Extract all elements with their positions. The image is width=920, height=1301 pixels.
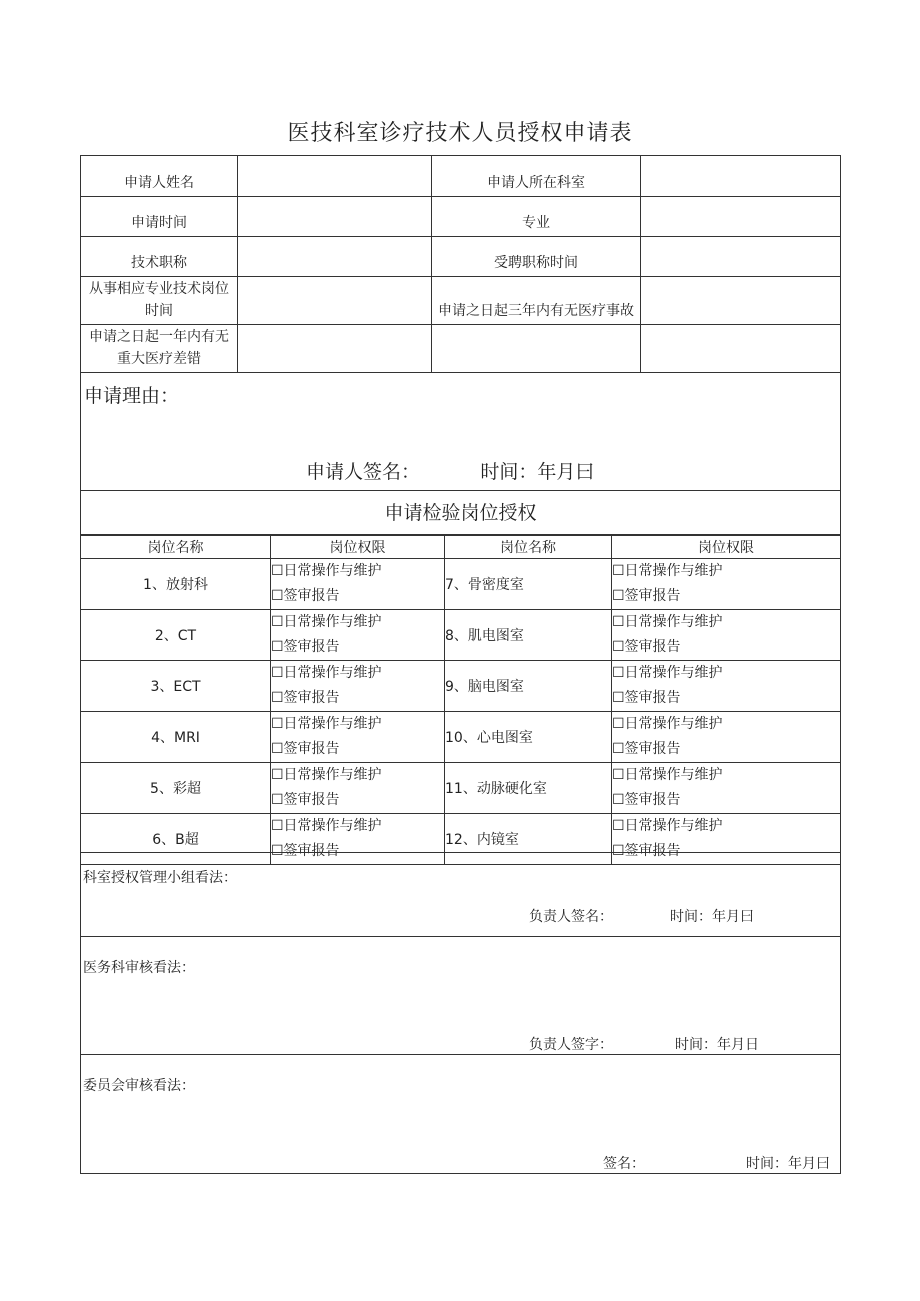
dept-field[interactable] [641, 156, 841, 197]
committee-opinion-label: 委员会审核看法： [83, 1078, 195, 1094]
tech-title-label: 技术职称 [81, 237, 238, 277]
no-error-field-3[interactable] [641, 325, 841, 373]
no-error-field-2[interactable] [432, 325, 641, 373]
committee-sign-label: 签名： [603, 1156, 645, 1172]
perm-operate-checkbox[interactable]: ☐日常操作与维护 [612, 818, 723, 834]
medical-sign-label: 负责人签字： [529, 1037, 613, 1053]
applicant-info-table [80, 155, 841, 536]
post-perms [271, 763, 445, 814]
table-row [81, 610, 841, 661]
reason-signature [306, 461, 594, 483]
medical-opinion-box[interactable] [81, 937, 841, 1055]
post-name: 7、骨密度室 [445, 559, 612, 610]
major-label: 专业 [432, 197, 641, 237]
opinions-table [80, 852, 841, 1174]
table-row [81, 559, 841, 610]
no-accident-label: 申请之日起三年内有无医疗事故 [432, 277, 641, 325]
col-post-name-1: 岗位名称 [81, 535, 271, 559]
dept-sign-label: 负责人签名： [529, 909, 613, 925]
dept-label: 申请人所在科室 [432, 156, 641, 197]
reason-sign-label: 申请人签名： [306, 461, 421, 483]
perm-sign-checkbox[interactable]: ☐签审报告 [271, 690, 340, 706]
committee-opinion-box[interactable] [81, 1055, 841, 1174]
perm-sign-checkbox[interactable]: ☐签审报告 [271, 792, 340, 808]
table-row [81, 712, 841, 763]
apply-time-field[interactable] [238, 197, 432, 237]
perm-sign-checkbox[interactable]: ☐签审报告 [612, 588, 681, 604]
perm-sign-checkbox[interactable]: ☐签审报告 [612, 639, 681, 655]
dept-opinion-label: 科室授权管理小组看法： [83, 870, 237, 886]
perm-operate-checkbox[interactable]: ☐日常操作与维护 [612, 563, 723, 579]
section-title: 申请检验岗位授权 [81, 491, 841, 536]
perm-operate-checkbox[interactable]: ☐日常操作与维护 [612, 767, 723, 783]
dept-time-label: 时间：年月曰 [670, 909, 754, 925]
hire-time-label: 受聘职称时间 [432, 237, 641, 277]
table-row [81, 763, 841, 814]
post-perms [271, 661, 445, 712]
posts-table [80, 534, 841, 865]
perm-operate-checkbox[interactable]: ☐日常操作与维护 [612, 716, 723, 732]
post-name: 1、放射科 [81, 559, 271, 610]
post-perms [612, 763, 841, 814]
col-post-perm-2: 岗位权限 [612, 535, 841, 559]
medical-opinion-label: 医务科审核看法： [83, 960, 195, 976]
perm-sign-checkbox[interactable]: ☐签审报告 [612, 741, 681, 757]
no-error-field-1[interactable] [238, 325, 432, 373]
name-field[interactable] [238, 156, 432, 197]
perm-operate-checkbox[interactable]: ☐日常操作与维护 [271, 818, 382, 834]
table-row [81, 661, 841, 712]
post-name: 10、心电图室 [445, 712, 612, 763]
committee-time-label: 时间：年月曰 [746, 1156, 830, 1172]
post-name: 6、B超 [81, 814, 271, 865]
post-perms [271, 559, 445, 610]
no-error-label: 申请之日起一年内有无重大医疗差错 [81, 325, 238, 373]
reason-label: 申请理由： [84, 385, 180, 407]
post-perms [612, 661, 841, 712]
perm-sign-checkbox[interactable]: ☐签审报告 [612, 843, 681, 859]
post-name: 4、MRI [81, 712, 271, 763]
post-name: 8、肌电图室 [445, 610, 612, 661]
tech-title-field[interactable] [238, 237, 432, 277]
perm-sign-checkbox[interactable]: ☐签审报告 [271, 843, 340, 859]
post-perms [271, 712, 445, 763]
hire-time-field[interactable] [641, 237, 841, 277]
perm-sign-checkbox[interactable]: ☐签审报告 [271, 639, 340, 655]
medical-time-label: 时间：年月日 [675, 1037, 759, 1053]
post-name: 2、CT [81, 610, 271, 661]
dept-opinion-box[interactable] [81, 853, 841, 937]
page-title: 医技科室诊疗技术人员授权申请表 [287, 121, 633, 146]
post-perms [612, 559, 841, 610]
post-name: 5、彩超 [81, 763, 271, 814]
post-name: 9、脑电图室 [445, 661, 612, 712]
work-time-field[interactable] [238, 277, 432, 325]
perm-operate-checkbox[interactable]: ☐日常操作与维护 [271, 665, 382, 681]
reason-section[interactable] [81, 373, 841, 491]
perm-operate-checkbox[interactable]: ☐日常操作与维护 [612, 665, 723, 681]
post-perms [612, 712, 841, 763]
work-time-label: 从事相应专业技术岗位时间 [81, 277, 238, 325]
major-field[interactable] [641, 197, 841, 237]
perm-sign-checkbox[interactable]: ☐签审报告 [271, 741, 340, 757]
col-post-perm-1: 岗位权限 [271, 535, 445, 559]
perm-sign-checkbox[interactable]: ☐签审报告 [612, 690, 681, 706]
perm-operate-checkbox[interactable]: ☐日常操作与维护 [612, 614, 723, 630]
post-name: 3、ECT [81, 661, 271, 712]
post-name: 12、内镜室 [445, 814, 612, 865]
post-perms [612, 610, 841, 661]
apply-time-label: 申请时间 [81, 197, 238, 237]
perm-operate-checkbox[interactable]: ☐日常操作与维护 [271, 563, 382, 579]
post-name: 11、动脉硬化室 [445, 763, 612, 814]
post-perms [271, 610, 445, 661]
reason-time-label: 时间：年月曰 [480, 461, 595, 483]
perm-operate-checkbox[interactable]: ☐日常操作与维护 [271, 614, 382, 630]
no-accident-field[interactable] [641, 277, 841, 325]
col-post-name-2: 岗位名称 [445, 535, 612, 559]
perm-sign-checkbox[interactable]: ☐签审报告 [612, 792, 681, 808]
perm-sign-checkbox[interactable]: ☐签审报告 [271, 588, 340, 604]
name-label: 申请人姓名 [81, 156, 238, 197]
perm-operate-checkbox[interactable]: ☐日常操作与维护 [271, 767, 382, 783]
perm-operate-checkbox[interactable]: ☐日常操作与维护 [271, 716, 382, 732]
